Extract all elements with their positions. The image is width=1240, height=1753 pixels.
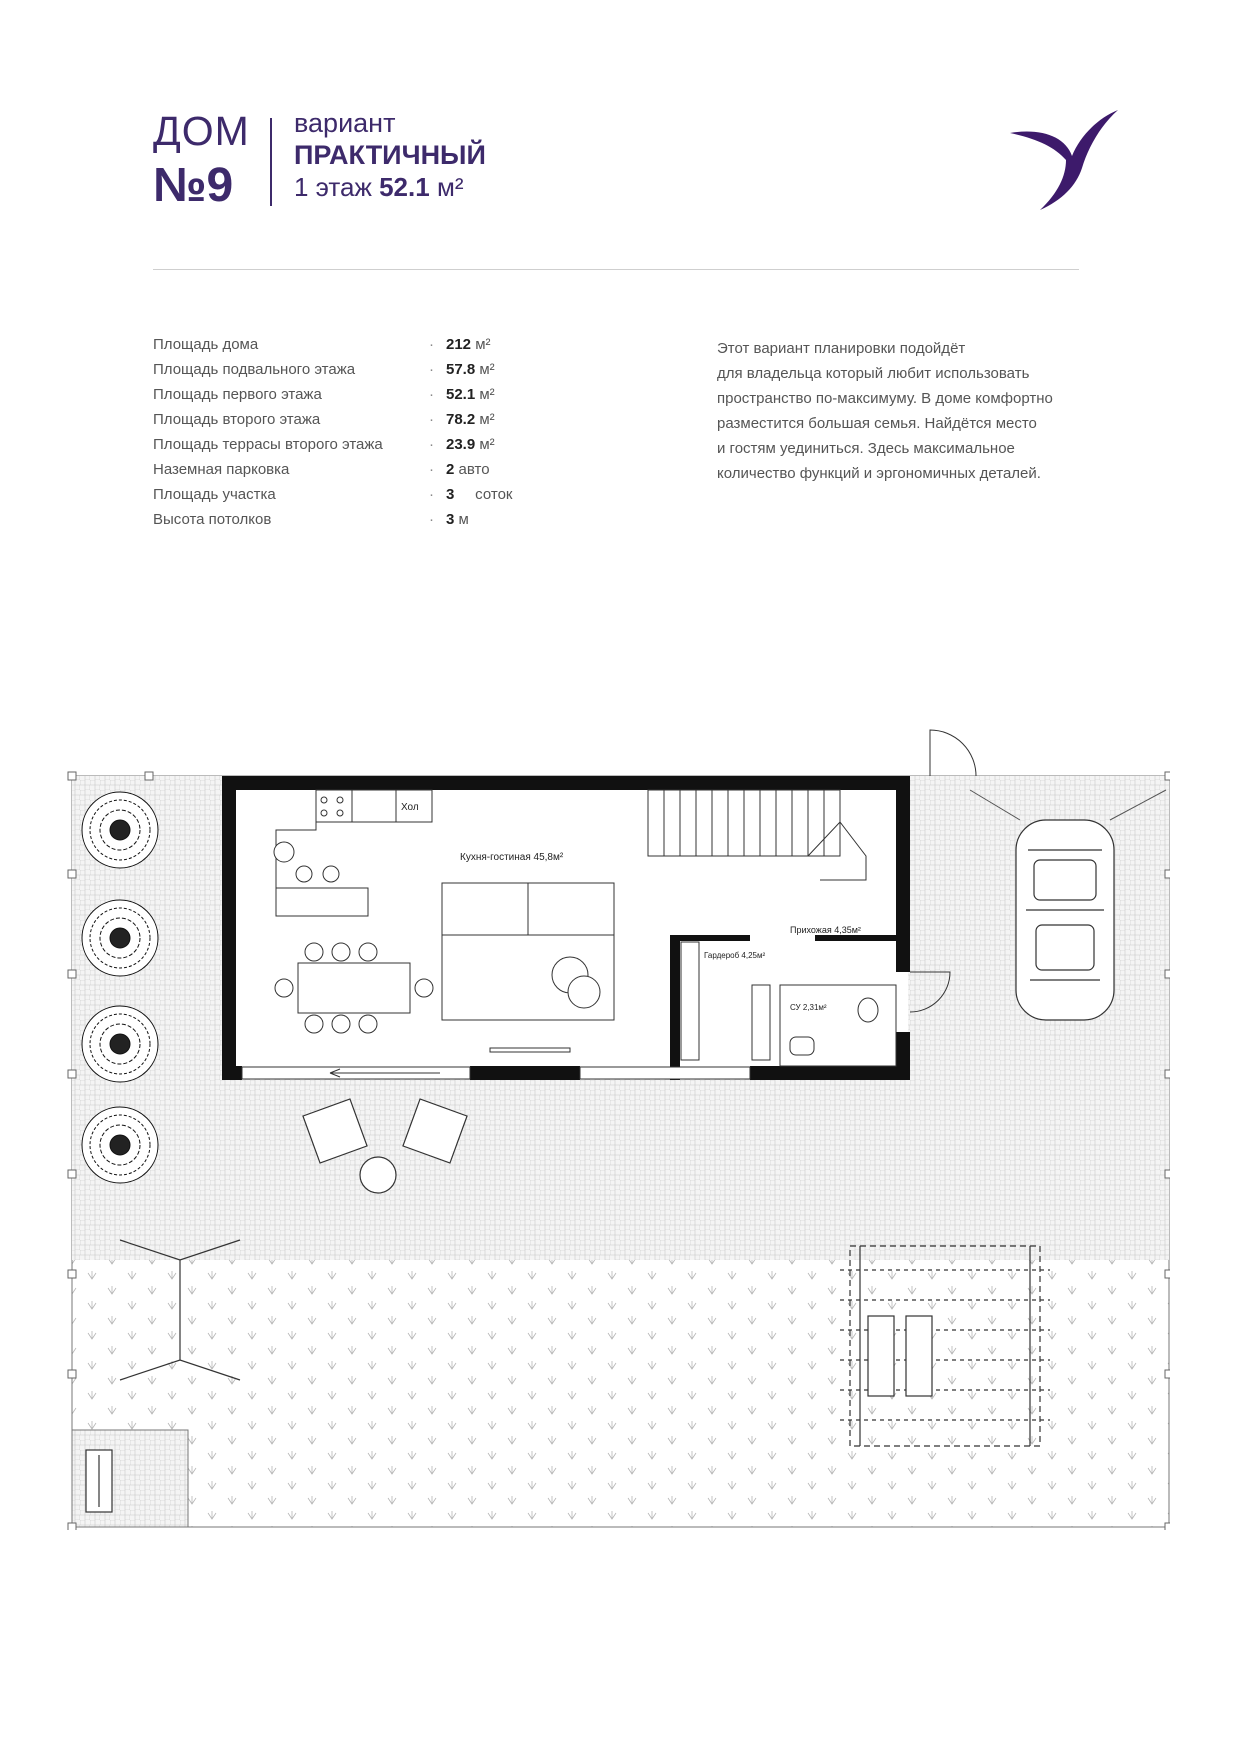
- spec-row: [153, 336, 553, 361]
- shrub-icon: [82, 1107, 158, 1183]
- house-label: ДОМ: [153, 108, 250, 154]
- spec-row: [153, 486, 553, 511]
- spec-label: Высота потолков: [153, 511, 272, 528]
- bullet-icon: ·: [429, 436, 434, 453]
- floor-unit: м²: [436, 172, 464, 202]
- spec-row: [153, 461, 553, 486]
- spec-value: 52.1 м²: [446, 386, 495, 403]
- bullet-icon: ·: [429, 486, 434, 503]
- shrub-icon: [82, 1006, 158, 1082]
- bullet-icon: ·: [429, 336, 434, 353]
- spec-label: Площадь второго этажа: [153, 411, 321, 428]
- spec-label: Площадь дома: [153, 336, 259, 353]
- title-divider: [270, 118, 272, 206]
- floor-plan: [60, 710, 1170, 1530]
- bathroom-label: СУ 2,31м²: [790, 1003, 827, 1012]
- spec-value: 23.9 м²: [446, 436, 495, 453]
- car-icon: [1016, 820, 1114, 1020]
- spec-value: 78.2 м²: [446, 411, 495, 428]
- kitchen-living-label: Кухня-гостиная 45,8м²: [460, 852, 564, 863]
- bullet-icon: ·: [429, 511, 434, 528]
- spec-label: Площадь подвального этажа: [153, 361, 356, 378]
- bullet-icon: ·: [429, 461, 434, 478]
- bbq-grill-icon: [86, 1450, 112, 1512]
- description-line: Этот вариант планировки подойдёт: [717, 340, 966, 357]
- fridge-label: Хол: [401, 802, 419, 813]
- bathroom: [780, 985, 896, 1066]
- specs-table: [153, 336, 553, 536]
- wardrobe-label: Гардероб 4,25м²: [704, 951, 766, 960]
- house-number: №9: [153, 159, 234, 212]
- spec-row: [153, 361, 553, 386]
- spec-row: [153, 436, 553, 461]
- description-line: пространство по-максимуму. В доме комфортно: [717, 390, 1053, 407]
- spec-row: [153, 511, 553, 536]
- floor-area: 52.1: [379, 172, 430, 202]
- spec-value: 3 м: [446, 511, 469, 528]
- header-divider: [153, 269, 1079, 270]
- spec-value: 212 м²: [446, 336, 491, 353]
- spec-row: [153, 411, 553, 436]
- bullet-icon: ·: [429, 411, 434, 428]
- description-line: для владельца который любит использовать: [717, 365, 1030, 382]
- spec-row: [153, 386, 553, 411]
- bullet-icon: ·: [429, 386, 434, 403]
- spec-value: 2 авто: [446, 461, 490, 478]
- shrub-icon: [82, 900, 158, 976]
- description: [717, 336, 1097, 486]
- floor-label: 1 этаж: [294, 172, 372, 202]
- gate-door[interactable]: [930, 730, 976, 776]
- spec-label: Площадь террасы второго этажа: [153, 436, 383, 453]
- spec-value: 57.8 м²: [446, 361, 495, 378]
- description-line: и гостям уединиться. Здесь максимальное: [717, 440, 1015, 457]
- description-line: разместится большая семья. Найдётся место: [717, 415, 1037, 432]
- swallow-icon: [1010, 108, 1120, 213]
- spec-label: Площадь участка: [153, 486, 276, 503]
- floor-info: [294, 172, 463, 203]
- hallway-label: Прихожая 4,35м²: [790, 925, 861, 935]
- spec-value: 3 соток: [446, 486, 513, 503]
- spec-label: Площадь первого этажа: [153, 386, 322, 403]
- spec-label: Наземная парковка: [153, 461, 290, 478]
- variant-name: ПРАКТИЧНЫЙ: [294, 140, 486, 170]
- variant-label: вариант: [294, 108, 396, 138]
- bullet-icon: ·: [429, 361, 434, 378]
- shrub-icon: [82, 792, 158, 868]
- description-line: количество функций и эргономичных деталей.: [717, 465, 1041, 482]
